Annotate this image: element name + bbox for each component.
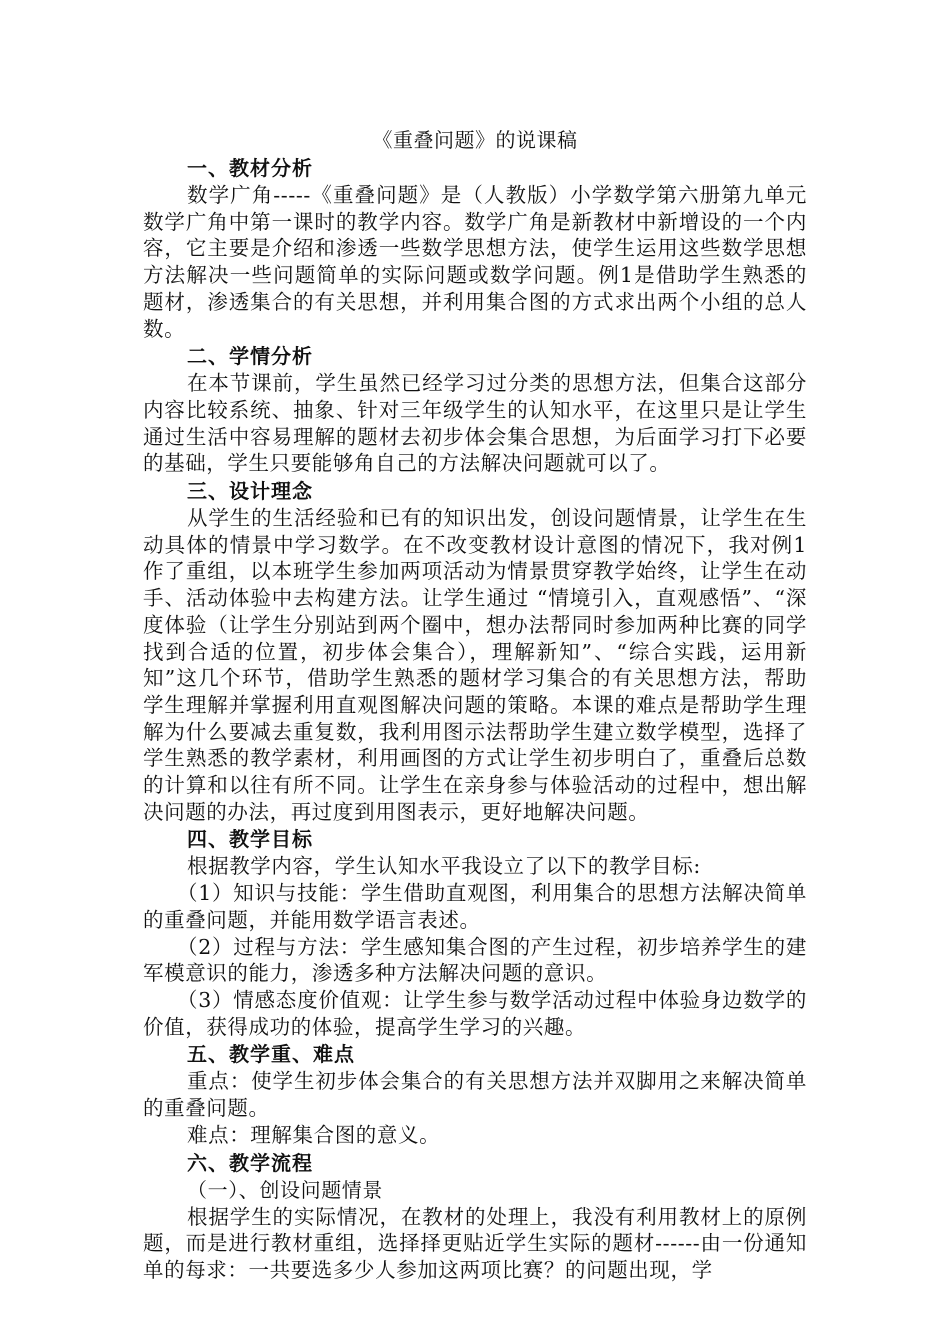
paragraph: 从学生的生活经验和已有的知识出发，创设问题情景，让学生在生动具体的情景中学习数学。在不改变教材设计意图的情况下，我对例1作了重组，以本班学生参加两项活动为情景贯穿教学始终，让学生在动手、活动体验中去构建方法。让学生通过 “情境引入，直观感悟”、“深度体验（让学生分别站到两个圈中，想办法帮同时参加两种比赛的同学找到合适的位置，初步体会集合），理解新知”、“综合实践，运用新知”这几个环节，借助学生熟悉的题材学习集合的有关思想方法，帮助学生理解并掌握利用直观图解决问题的策略。本课的难点是帮助学生理解为什么要减去重复数，我利用图示法帮助学生建立数学模型，选择了学生熟悉的教学素材，利用画图的方式让学生初步明白了，重叠后总数的计算和以往有所不同。让学生在亲身参与体验活动的过程中，想出解决问题的办法，再过度到用图表示，更好地解决问题。 — [143, 506, 807, 824]
document-title: 《重叠问题》的说课稿 — [372, 128, 578, 152]
section-heading-teaching-process: 六、教学流程 — [187, 1150, 313, 1175]
paragraph: 难点：理解集合图的意义。 — [187, 1122, 441, 1147]
paragraph: 在本节课前，学生虽然已经学习过分类的思想方法，但集合这部分内容比较系统、抽象、针对三年级学生的认知水平，在这里只是让学生通过生活中容易理解的题材去初步体会集合思想，为后面学习打下必要的基础，学生只要能够角自己的方法解决问题就可以了。 — [143, 371, 807, 476]
paragraph: 根据学生的实际情况，在教材的处理上，我没有利用教材上的原例题，而是进行教材重组，选择择更贴近学生实际的题材------由一份通知单的每求：一共要选多少人参加这两项比赛？的问题出现，学 — [143, 1204, 807, 1282]
paragraph: 数学广角-----《重叠问题》是（人教版）小学数学第六册第九单元数学广角中第一课时的教学内容。数学广角是新教材中新增设的一个内容，它主要是介绍和渗透一些数学思想方法，使学生运用这些数学思想方法解决一些问题简单的实际问题或数学问题。例1是借助学生熟悉的题材，渗透集合的有关思想，并利用集合图的方式求出两个小组的总人数。 — [143, 183, 807, 341]
subsection-heading: （一）、创设问题情景 — [187, 1177, 383, 1202]
section-heading-student-analysis: 二、学情分析 — [187, 344, 313, 369]
paragraph: 重点：使学生初步体会集合的有关思想方法并双脚用之来解决简单的重叠问题。 — [143, 1069, 807, 1121]
paragraph: 根据教学内容，学生认知水平我设立了以下的教学目标: — [187, 854, 701, 879]
section-heading-textbook-analysis: 一、教材分析 — [187, 156, 313, 180]
section-heading-teaching-goals: 四、教学目标 — [187, 827, 313, 852]
document-body — [143, 126, 807, 1284]
goal-item: （1）知识与技能：学生借助直观图，利用集合的思想方法解决简单的重叠问题，并能用数学语言表述。 — [143, 881, 807, 932]
section-heading-design-concept: 三、设计理念 — [187, 479, 313, 504]
goal-item: （2）过程与方法：学生感知集合图的产生过程，初步培养学生的建军模意识的能力，渗透多种方法解决问题的意识。 — [143, 934, 807, 986]
goal-item: （3）情感态度价值观：让学生参与数学活动过程中体验身边数学的价值，获得成功的体验，提高学生学习的兴趣。 — [143, 987, 807, 1039]
section-heading-key-points: 五、教学重、难点 — [187, 1042, 355, 1067]
